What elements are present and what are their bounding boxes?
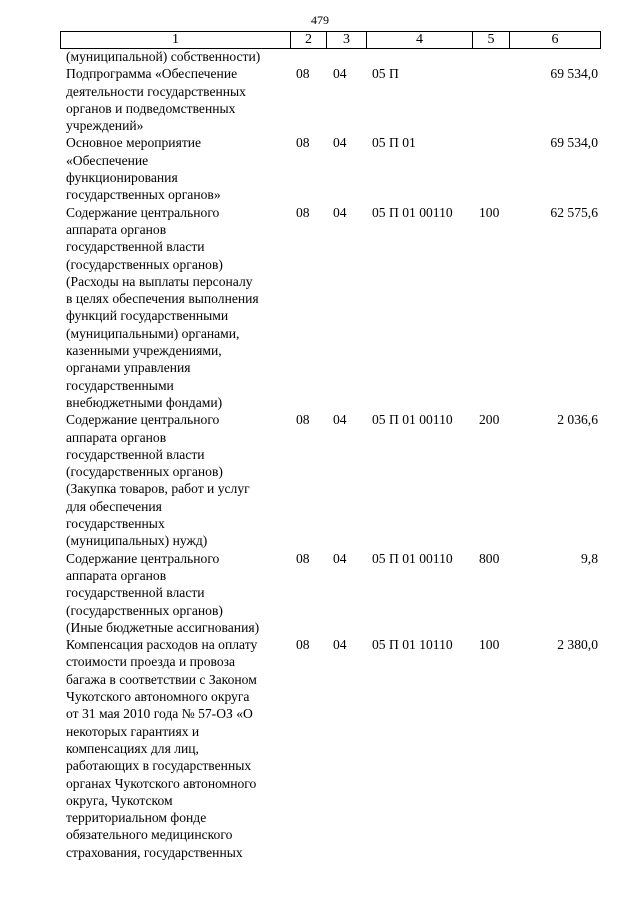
- row-amount: 2 036,6: [557, 412, 598, 428]
- row-description: Содержание центрального аппарата органов государственной власти (государственных органов) (Расходы на выплаты персоналу в целях обеспечения выполнения функций государственными (муниципальными) органами, казенными учреждениями, органами управления государственными внебюджетными фондами): [66, 204, 259, 410]
- column-header-row: [61, 32, 601, 49]
- row-expense-type-code: 100: [479, 637, 500, 653]
- page-number: 479: [311, 13, 329, 27]
- row-target-article-code: 05 П: [372, 66, 399, 82]
- table-row: [0, 411, 640, 549]
- table-row: [0, 204, 640, 412]
- row-section-code: 08: [296, 135, 310, 151]
- row-description: Компенсация расходов на оплату стоимости проезда и провоза багажа в соответствии с Законом Чукотского автономного округа от 31 мая 2010 года № 57-ОЗ «О некоторых гарантиях и компенсациях для лиц, работающих в государственных органах Чукотского автономного округа, Чукотском территориальном фонде обязательного медицинского страхования, государственных: [66, 637, 258, 860]
- row-subsection-code: 04: [333, 550, 347, 566]
- row-subsection-code: 04: [333, 204, 347, 220]
- row-section-code: 08: [296, 550, 310, 566]
- row-target-article-code: 05 П 01 10110: [372, 637, 453, 653]
- column-header-3: 3: [327, 32, 367, 49]
- column-header-6: 6: [510, 32, 601, 49]
- row-expense-type-code: 100: [479, 204, 500, 220]
- row-section-code: 08: [296, 637, 310, 653]
- row-expense-type-code: 200: [479, 412, 500, 428]
- row-subsection-code: 04: [333, 135, 347, 151]
- row-section-code: 08: [296, 204, 310, 220]
- row-amount: 69 534,0: [550, 135, 598, 151]
- row-description: Содержание центрального аппарата органов государственной власти (государственных органов) (Закупка товаров, работ и услуг для обеспечения государственных (муниципальных) нужд): [66, 412, 250, 549]
- table-row: [0, 65, 640, 134]
- row-amount: 62 575,6: [550, 204, 598, 220]
- table-body: [0, 48, 640, 861]
- column-header-4: 4: [367, 32, 473, 49]
- row-subsection-code: 04: [333, 66, 347, 82]
- row-description: (муниципальной) собственности): [66, 49, 261, 64]
- table-row: [0, 134, 640, 203]
- row-target-article-code: 05 П 01: [372, 135, 416, 151]
- row-section-code: 08: [296, 412, 310, 428]
- column-header-2: 2: [291, 32, 327, 49]
- column-header-1: 1: [61, 32, 291, 49]
- row-subsection-code: 04: [333, 412, 347, 428]
- row-amount: 69 534,0: [550, 66, 598, 82]
- table-row: [0, 636, 640, 861]
- row-description: Содержание центрального аппарата органов государственной власти (государственных органов) (Иные бюджетные ассигнования): [66, 550, 260, 635]
- row-target-article-code: 05 П 01 00110: [372, 412, 453, 428]
- row-target-article-code: 05 П 01 00110: [372, 204, 453, 220]
- row-section-code: 08: [296, 66, 310, 82]
- row-amount: 9,8: [581, 550, 598, 566]
- table-row: [0, 48, 640, 65]
- table-row: [0, 550, 640, 637]
- row-description: Подпрограмма «Обеспечение деятельности государственных органов и подведомственных учреждений»: [66, 66, 246, 134]
- row-amount: 2 380,0: [557, 637, 598, 653]
- row-target-article-code: 05 П 01 00110: [372, 550, 453, 566]
- column-header-5: 5: [473, 32, 510, 49]
- row-subsection-code: 04: [333, 637, 347, 653]
- row-expense-type-code: 800: [479, 550, 500, 566]
- column-header-table: [60, 31, 601, 49]
- row-description: Основное мероприятие «Обеспечение функционирования государственных органов»: [66, 135, 221, 203]
